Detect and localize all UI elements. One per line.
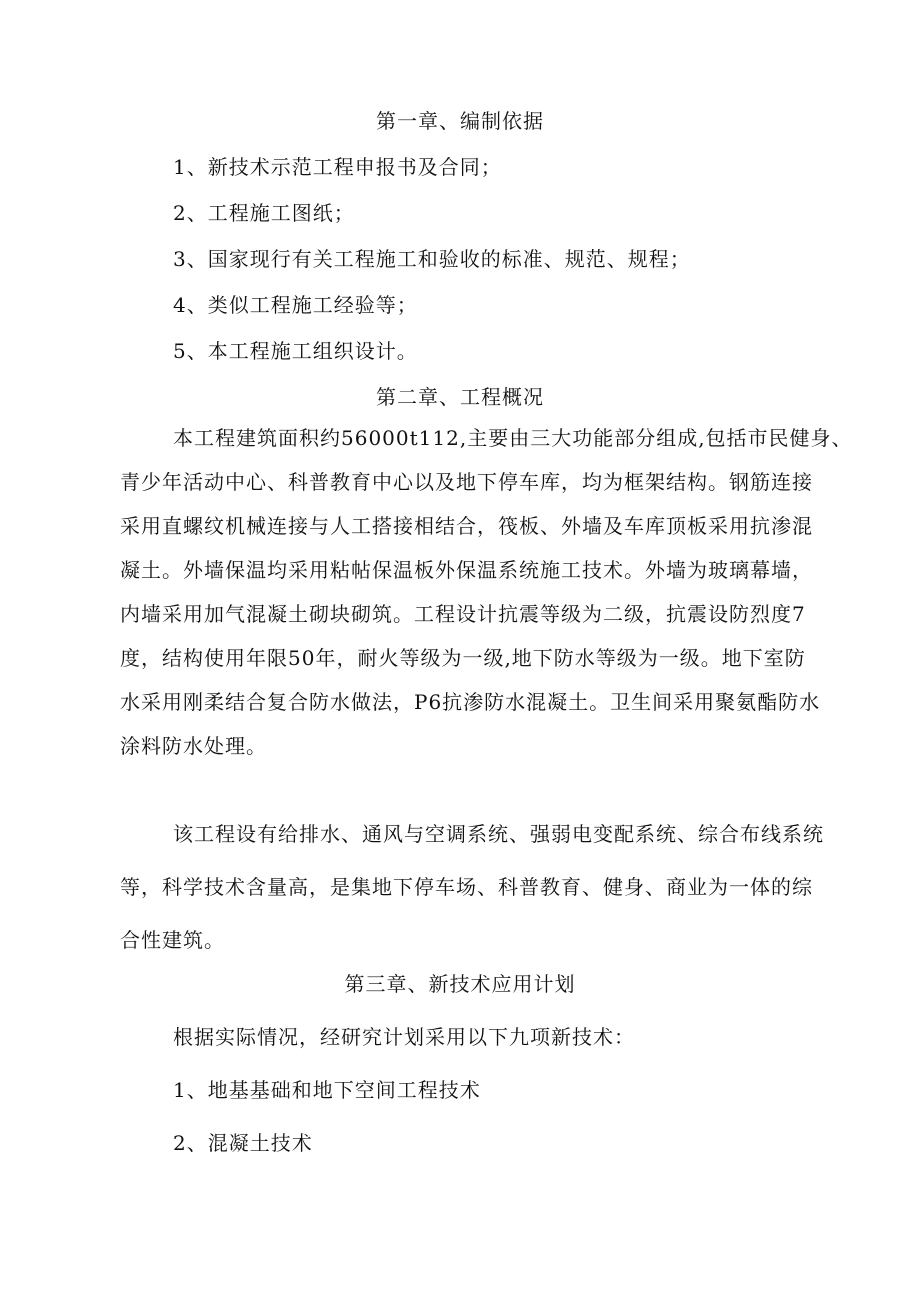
chapter-1-item-5: 5、本工程施工组织设计。 (173, 339, 418, 363)
chapter-3-intro: 根据实际情况，经研究计划采用以下九项新技术： (173, 1025, 635, 1049)
chapter-1-item-4: 4、类似工程施工经验等； (173, 293, 418, 317)
chapter-3-item-1: 1、地基基础和地下空间工程技术 (173, 1078, 481, 1102)
chapter-1-item-3: 3、国家现行有关工程施工和验收的标准、规范、规程； (173, 247, 691, 271)
chapter-2-paragraph-2 (120, 812, 824, 962)
chapter-2-paragraph-1 (120, 416, 853, 768)
paragraph-line: 内墙采用加气混凝土砌块砌筑。工程设计抗震等级为二级，抗震设防烈度7 (120, 602, 806, 626)
paragraph-line: 度，结构使用年限50年，耐火等级为一级,地下防水等级为一级。地下室防 (120, 646, 806, 670)
paragraph-line: 涂料防水处理。 (120, 734, 267, 758)
paragraph-line: 凝土。外墙保温均采用粘帖保温板外保温系统施工技术。外墙为玻璃幕墙， (120, 558, 813, 582)
chapter-1-item-2: 2、工程施工图纸； (173, 201, 355, 225)
chapter-1-heading: 第一章、编制依据 (376, 109, 544, 133)
paragraph-line: 水采用刚柔结合复合防水做法，P6抗渗防水混凝土。卫生间采用聚氨酯防水 (120, 690, 821, 714)
paragraph-line: 合性建筑。 (120, 928, 225, 952)
chapter-3-item-2: 2、混凝土技术 (173, 1131, 313, 1155)
chapter-1-item-1: 1、新技术示范工程申报书及合同； (173, 155, 502, 179)
paragraph-line: 该工程设有给排水、通风与空调系统、强弱电变配系统、综合布线系统 (173, 822, 824, 846)
paragraph-line: 等，科学技术含量高，是集地下停车场、科普教育、健身、商业为一体的综 (120, 875, 813, 899)
paragraph-line: 青少年活动中心、科普教育中心以及地下停车库，均为框架结构。钢筋连接 (120, 470, 813, 494)
paragraph-line: 本工程建筑面积约56000t112,主要由三大功能部分组成,包括市民健身、 (173, 426, 853, 450)
paragraph-line: 采用直螺纹机械连接与人工搭接相结合，筏板、外墙及车库顶板采用抗渗混 (120, 514, 813, 538)
chapter-3-heading: 第三章、新技术应用计划 (344, 972, 576, 996)
chapter-2-heading: 第二章、工程概况 (376, 385, 544, 409)
